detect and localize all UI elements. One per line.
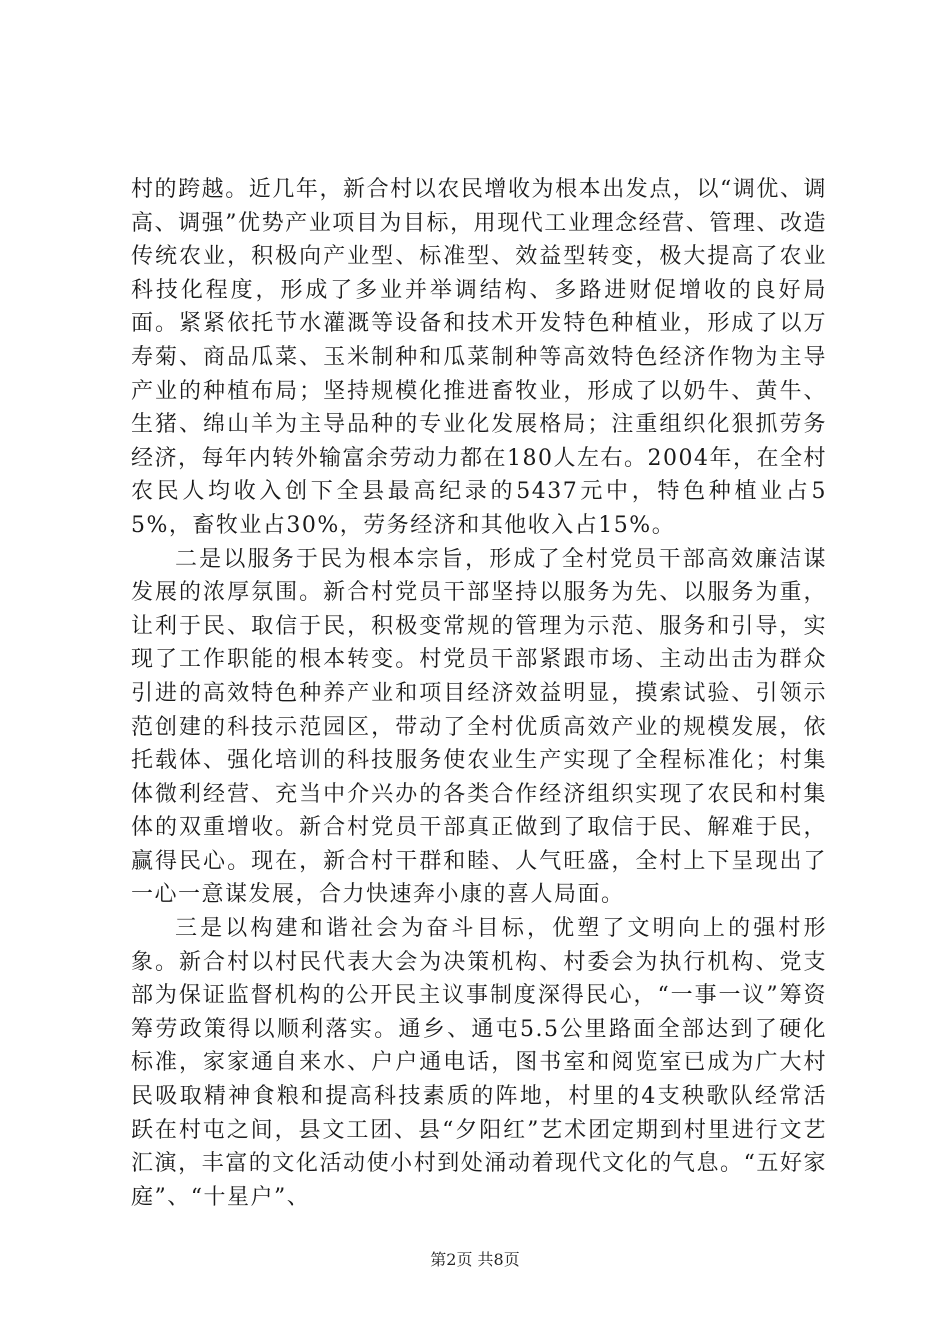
document-body	[131, 173, 827, 1214]
paragraph-3: 三是以构建和谐社会为奋斗目标，优塑了文明向上的强村形象。新合村以村民代表大会为决策机构、村委会为执行机构、党支部为保证监督机构的公开民主议事制度深得民心，“一事一议”筹资筹劳政策得以顺利落实。通乡、通屯5.5公里路面全部达到了硬化标准，家家通自来水、户户通电话，图书室和阅览室已成为广大村民吸取精神食粮和提高科技素质的阵地，村里的4支秧歌队经常活跃在村屯之间，县文工团、县“夕阳红”艺术团定期到村里进行文艺汇演，丰富的文化活动使小村到处涌动着现代文化的气息。“五好家庭”、“十星户”、	[131, 916, 827, 1210]
page-number-footer: 第2页 共8页	[430, 1250, 520, 1269]
paragraph-2: 二是以服务于民为根本宗旨，形成了全村党员干部高效廉洁谋发展的浓厚氛围。新合村党员干部坚持以服务为先、以服务为重，让利于民、取信于民，积极变常规的管理为示范、服务和引导，实现了工作职能的根本转变。村党员干部紧跟市场、主动出击为群众引进的高效特色种养产业和项目经济效益明显，摸索试验、引领示范创建的科技示范园区，带动了全村优质高效产业的规模发展，依托载体、强化培训的科技服务使农业生产实现了全程标准化；村集体微利经营、充当中介兴办的各类合作经济组织实现了农民和村集体的双重增收。新合村党员干部真正做到了取信于民、解难于民，赢得民心。现在，新合村干群和睦、人气旺盛，全村上下呈现出了一心一意谋发展，合力快速奔小康的喜人局面。	[131, 546, 827, 908]
paragraph-1: 村的跨越。近几年，新合村以农民增收为根本出发点，以“调优、调高、调强”优势产业项目为目标，用现代工业理念经营、管理、改造传统农业，积极向产业型、标准型、效益型转变，极大提高了农业科技化程度，形成了多业并举调结构、多路进财促增收的良好局面。紧紧依托节水灌溉等设备和技术开发特色种植业，形成了以万寿菊、商品瓜菜、玉米制种和瓜菜制种等高效特色经济作物为主导产业的种植布局；坚持规模化推进畜牧业，形成了以奶牛、黄牛、生猪、绵山羊为主导品种的专业化发展格局；注重组织化狠抓劳务经济，每年内转外输富余劳动力都在180人左右。2004年，在全村农民人均收入创下全县最高纪录的5437元中，特色种植业占55%，畜牧业占30%，劳务经济和其他收入占15%。	[131, 177, 827, 538]
